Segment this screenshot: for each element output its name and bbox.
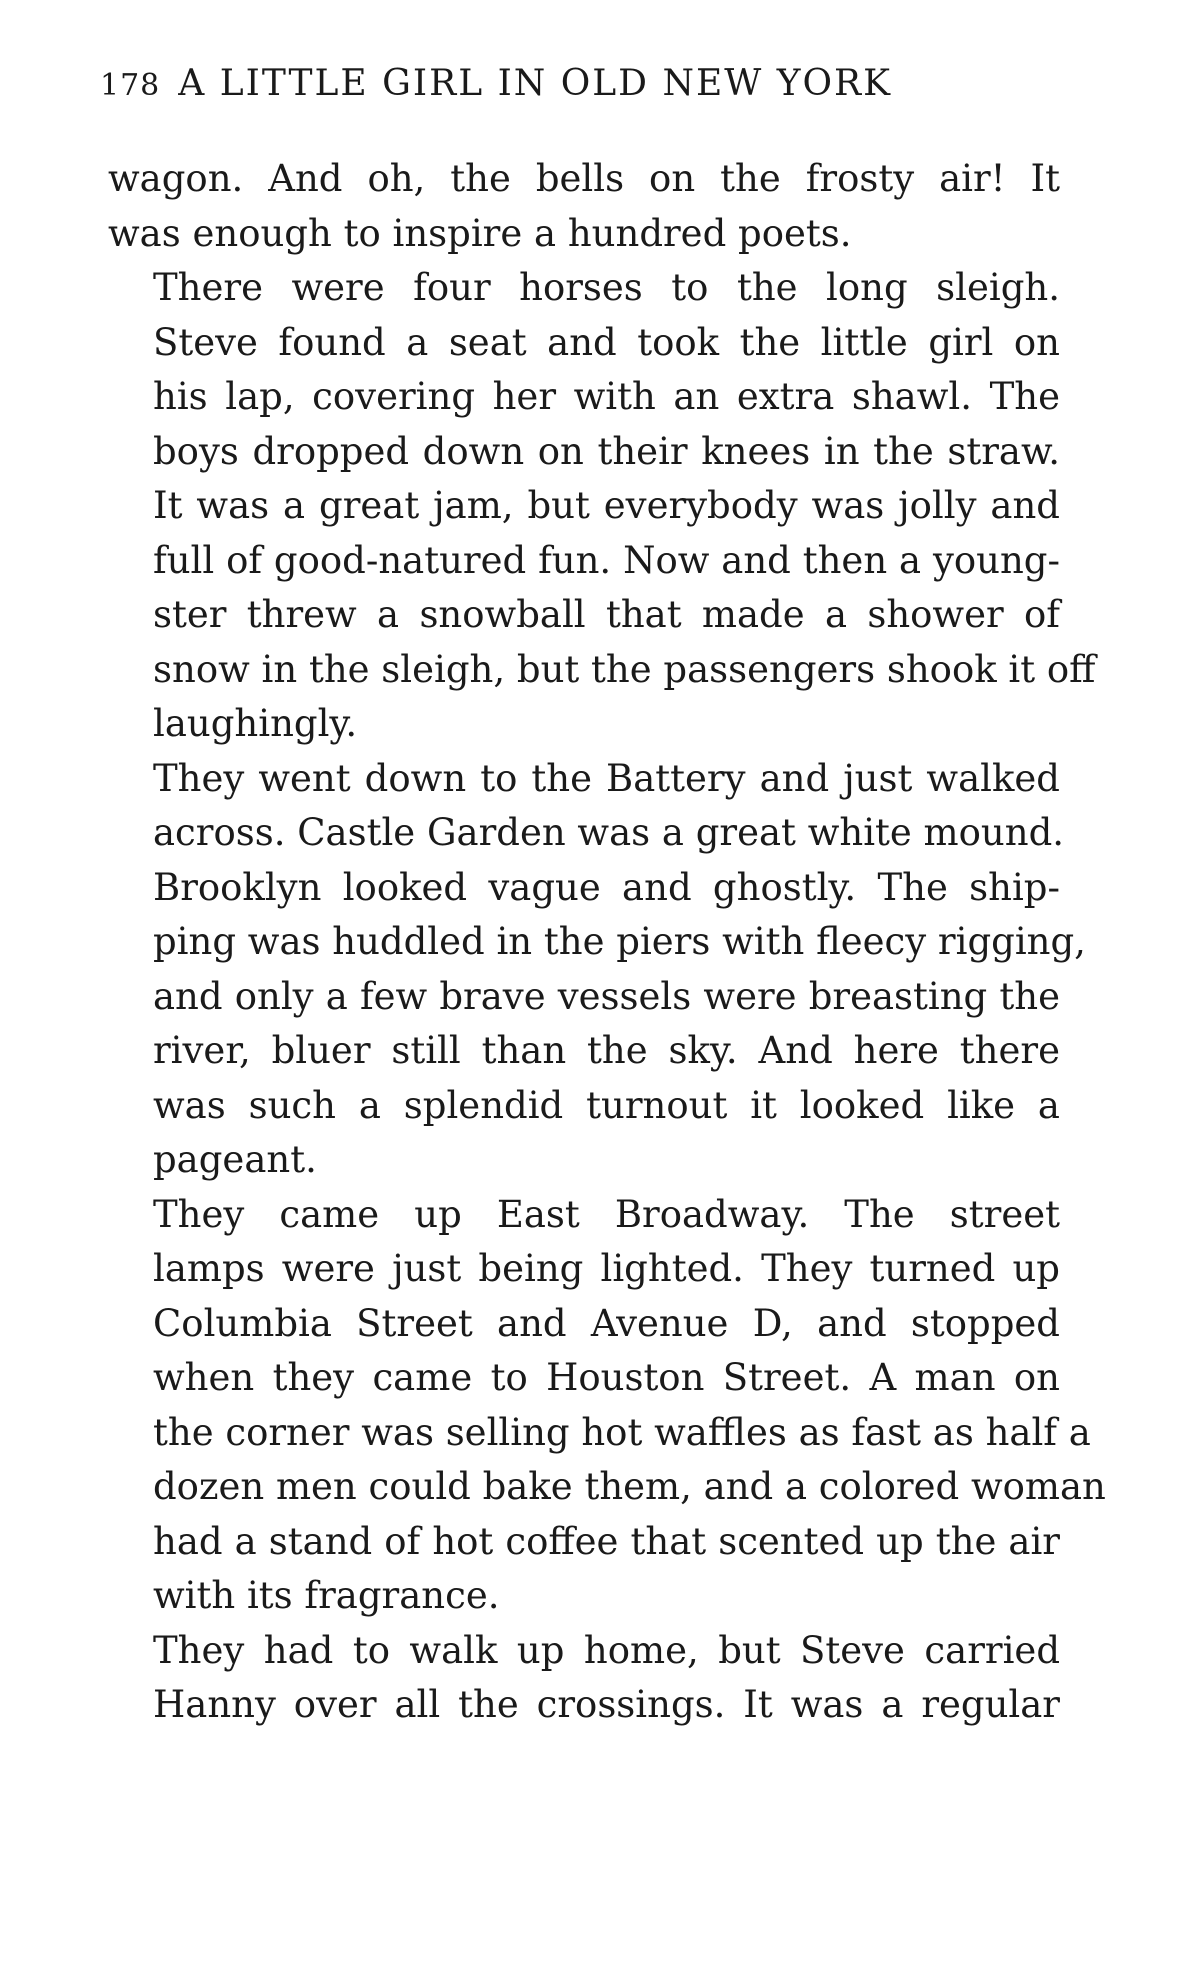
text-line: Columbia Street and Avenue D, and stopped: [153, 1301, 1060, 1345]
text-line: when they came to Houston Street. A man on: [153, 1356, 1060, 1399]
text-line: lamps were just being lighted. They turned up: [153, 1247, 1060, 1290]
text-line: It was a great jam, but everybody was jolly and: [153, 484, 1060, 527]
paragraph: [108, 752, 1086, 1188]
text-line: had a stand of hot coffee that scented up the air: [153, 1519, 1060, 1563]
paragraph: [108, 152, 1060, 261]
text-line: snow in the sleigh, but the passengers shook it off: [153, 647, 1096, 691]
text-line: with its fragrance.: [153, 1574, 500, 1617]
text-line: They went down to the Battery and just walked: [153, 756, 1060, 800]
paragraph: [108, 1188, 1106, 1624]
text-line: Brooklyn looked vague and ghostly. The ship-: [153, 865, 1060, 909]
paragraph: [108, 1624, 1060, 1733]
text-line: Hanny over all the crossings. It was a regular: [153, 1683, 1060, 1726]
page-number: 178: [100, 68, 161, 103]
text-line: They had to walk up home, but Steve carried: [153, 1628, 1060, 1672]
text-line: across. Castle Garden was a great white mound.: [153, 811, 1065, 854]
text-line: his lap, covering her with an extra shawl. The: [153, 375, 1060, 418]
text-line: ping was huddled in the piers with fleecy rigging,: [153, 920, 1086, 963]
running-head: [100, 62, 1080, 108]
text-line: pageant.: [153, 1138, 317, 1181]
text-line: Steve found a seat and took the little girl on: [153, 320, 1060, 364]
text-line: full of good-natured fun. Now and then a young-: [153, 538, 1060, 582]
text-line: dozen men could bake them, and a colored woman: [153, 1465, 1106, 1508]
text-line: wagon. And oh, the bells on the frosty air! It: [108, 157, 1060, 200]
body-text: [108, 152, 1106, 1733]
text-line: boys dropped down on their knees in the straw.: [153, 429, 1060, 473]
text-line: river, bluer still than the sky. And here there: [153, 1029, 1060, 1072]
text-line: and only a few brave vessels were breasting the: [153, 974, 1060, 1018]
paragraph: [108, 261, 1096, 752]
text-line: There were four horses to the long sleigh.: [153, 266, 1060, 309]
text-line: was enough to inspire a hundred poets.: [108, 211, 852, 255]
text-line: was such a splendid turnout it looked like a: [153, 1083, 1060, 1127]
text-line: laughingly.: [153, 702, 358, 745]
text-line: the corner was selling hot waffles as fast as half a: [153, 1410, 1091, 1454]
running-title: A LITTLE GIRL IN OLD NEW YORK: [178, 63, 892, 104]
text-line: They came up East Broadway. The street: [153, 1192, 1060, 1236]
text-line: ster threw a snowball that made a shower of: [153, 593, 1060, 636]
